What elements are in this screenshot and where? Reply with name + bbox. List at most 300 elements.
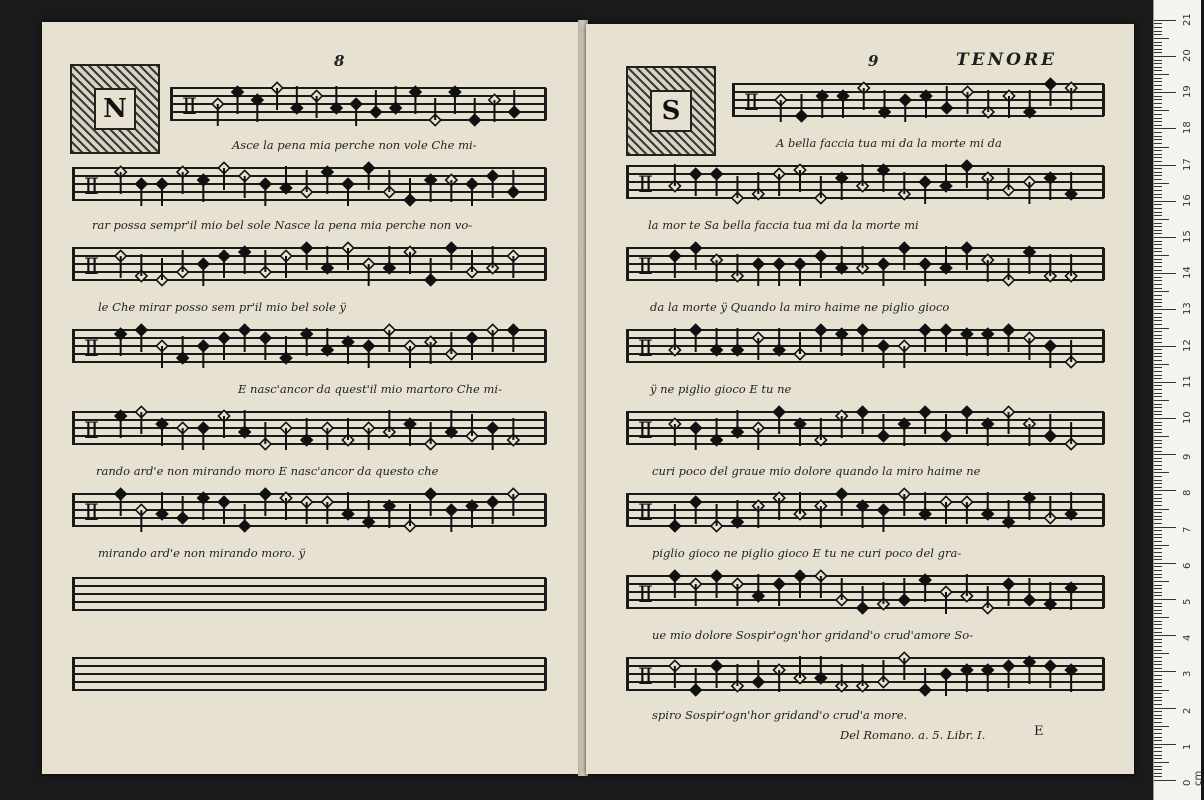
ruler-tick	[1154, 110, 1169, 111]
ruler-tick	[1154, 223, 1162, 224]
ruler-tick	[1154, 179, 1162, 180]
music-staff	[626, 240, 1104, 294]
lyric-line: rar possa sempr'il mio bel sole Nasce la pena mia perche non vo-	[92, 218, 473, 232]
ruler-tick	[1154, 436, 1169, 437]
ruler-tick	[1154, 404, 1162, 405]
barline	[544, 412, 547, 444]
music-staff	[72, 486, 546, 540]
ruler-tick	[1154, 476, 1162, 477]
clef-mark: Ⅱ	[744, 91, 759, 116]
ruler-number: 5	[1182, 598, 1193, 605]
clef-mark: Ⅱ	[638, 255, 653, 280]
ruler-number: 13	[1182, 302, 1193, 316]
ruler-tick	[1154, 121, 1162, 122]
ruler-number: 19	[1182, 85, 1193, 99]
ruler-tick	[1154, 262, 1162, 263]
ruler-tick	[1154, 114, 1162, 115]
ruler-tick	[1154, 541, 1162, 542]
barline	[72, 494, 75, 526]
ruler-tick	[1154, 270, 1162, 271]
ruler-tick	[1154, 154, 1162, 155]
barline	[72, 412, 75, 444]
ruler-tick	[1154, 574, 1162, 575]
ruler-tick	[1154, 143, 1162, 144]
ruler-tick	[1154, 70, 1162, 71]
ruler-tick	[1154, 566, 1162, 567]
ruler-tick	[1154, 342, 1162, 343]
ruler-tick	[1154, 212, 1162, 213]
ruler-tick	[1154, 443, 1162, 444]
ruler-tick	[1154, 617, 1169, 618]
ruler-tick	[1154, 31, 1162, 32]
ruler-number: 9	[1182, 453, 1193, 461]
ruler-tick	[1154, 237, 1176, 238]
lyric-line: E nasc'ancor da quest'il mio martoro Che mi-	[238, 382, 502, 396]
ruler-tick	[1154, 661, 1162, 662]
barline	[626, 412, 629, 444]
ruler-tick	[1154, 675, 1162, 676]
barline	[544, 658, 547, 690]
ruler-tick	[1154, 313, 1162, 314]
ruler-tick	[1154, 259, 1162, 260]
ruler-tick	[1154, 367, 1162, 368]
ruler-tick	[1154, 556, 1162, 557]
ruler-tick	[1154, 519, 1162, 520]
ruler-tick	[1154, 527, 1176, 528]
ruler-tick	[1154, 389, 1162, 390]
ruler-tick	[1154, 103, 1162, 104]
ruler-tick	[1154, 400, 1169, 401]
ruler-tick	[1154, 603, 1162, 604]
ruler-tick	[1154, 657, 1162, 658]
ruler-tick	[1154, 632, 1162, 633]
ruler-tick	[1154, 740, 1162, 741]
ruler-tick	[1154, 588, 1162, 589]
ruler-tick	[1154, 766, 1162, 767]
ruler-tick	[1154, 197, 1162, 198]
ruler-tick	[1154, 288, 1162, 289]
ruler-tick	[1154, 331, 1162, 332]
ruler-tick	[1154, 56, 1176, 57]
ruler-tick	[1154, 201, 1176, 202]
barline	[1102, 494, 1105, 526]
ruler-tick	[1154, 501, 1162, 502]
ruler-tick	[1154, 425, 1162, 426]
ruler-number: 6	[1182, 562, 1193, 569]
ruler-tick	[1154, 411, 1162, 412]
ruler-tick	[1154, 277, 1162, 278]
ruler-tick	[1154, 150, 1162, 151]
ruler-tick	[1154, 338, 1162, 339]
ruler-tick	[1154, 621, 1162, 622]
ruler-tick	[1154, 682, 1162, 683]
decorated-initial-n	[70, 64, 160, 154]
ruler-tick	[1154, 49, 1162, 50]
ruler-tick	[1154, 599, 1176, 600]
ruler-tick	[1154, 664, 1162, 665]
ruler-tick	[1154, 382, 1176, 383]
ruler-tick	[1154, 280, 1162, 281]
clef-mark: Ⅱ	[84, 255, 99, 280]
ruler-tick	[1154, 429, 1162, 430]
barline	[72, 168, 75, 200]
ruler-tick	[1154, 291, 1169, 292]
ruler-tick	[1154, 414, 1162, 415]
clef-mark: Ⅱ	[638, 337, 653, 362]
ruler-tick	[1154, 418, 1176, 419]
ruler-tick	[1154, 335, 1162, 336]
ruler-number: 10	[1182, 411, 1193, 424]
ruler-tick	[1154, 715, 1162, 716]
ruler-number: 7	[1182, 526, 1193, 533]
ruler-tick	[1154, 147, 1169, 148]
ruler-tick	[1154, 63, 1162, 64]
ruler-tick	[1154, 320, 1162, 321]
ruler-tick	[1154, 512, 1162, 513]
ruler-tick	[1154, 487, 1162, 488]
music-staff	[72, 240, 546, 294]
right-page-number: 9	[868, 52, 879, 70]
barline	[732, 84, 735, 116]
ruler-tick	[1154, 635, 1176, 636]
ruler-tick	[1154, 226, 1162, 227]
ruler-tick	[1154, 613, 1162, 614]
ruler-tick	[1154, 38, 1169, 39]
barline	[626, 248, 629, 280]
ruler-tick	[1154, 523, 1162, 524]
ruler-tick	[1154, 375, 1162, 376]
ruler-tick	[1154, 20, 1176, 21]
barline	[1102, 248, 1105, 280]
ruler-tick	[1154, 422, 1162, 423]
ruler-tick	[1154, 563, 1176, 564]
ruler-tick	[1154, 679, 1162, 680]
clef-mark: Ⅱ	[638, 501, 653, 526]
ruler-tick	[1154, 585, 1162, 586]
ruler-tick	[1154, 233, 1162, 234]
barline	[544, 248, 547, 280]
ruler-tick	[1154, 317, 1162, 318]
barline	[72, 578, 75, 610]
initial-letter: N	[94, 88, 136, 130]
ruler-tick	[1154, 534, 1162, 535]
ruler-number: 17	[1182, 157, 1193, 171]
barline	[1102, 658, 1105, 690]
music-staff	[626, 322, 1104, 376]
music-staff	[72, 322, 546, 376]
ruler-tick	[1154, 494, 1162, 495]
ruler-tick	[1154, 671, 1176, 672]
clef-mark: Ⅱ	[638, 419, 653, 444]
ruler-tick	[1154, 353, 1162, 354]
ruler-tick	[1154, 570, 1162, 571]
barline	[1102, 412, 1105, 444]
ruler-tick	[1154, 92, 1176, 93]
ruler-tick	[1154, 34, 1162, 35]
ruler-tick	[1154, 769, 1162, 770]
ruler-tick	[1154, 324, 1162, 325]
ruler-tick	[1154, 505, 1162, 506]
ruler-tick	[1154, 302, 1162, 303]
music-staff	[626, 404, 1104, 458]
ruler-tick	[1154, 284, 1162, 285]
ruler-tick	[1154, 139, 1162, 140]
ruler-number: 16	[1182, 194, 1193, 207]
ruler-tick	[1154, 295, 1162, 296]
ruler-tick	[1154, 480, 1162, 481]
initial-letter: S	[650, 90, 692, 132]
ruler-tick	[1154, 498, 1162, 499]
barline	[1102, 84, 1105, 116]
barline	[626, 494, 629, 526]
ruler-number: 20	[1182, 49, 1193, 62]
barline	[544, 330, 547, 362]
ruler-tick	[1154, 194, 1162, 195]
ruler-tick	[1154, 60, 1162, 61]
ruler-tick	[1154, 744, 1176, 745]
ruler-tick	[1154, 251, 1162, 252]
clef-mark: Ⅱ	[84, 501, 99, 526]
ruler-tick	[1154, 451, 1162, 452]
lyric-line: ue mio dolore Sospir'ogn'hor gridand'o crud'amore So-	[652, 628, 974, 642]
barline	[626, 166, 629, 198]
ruler-tick	[1154, 472, 1169, 473]
lyric-line: la mor te Sa bella faccia tua mi da la morte mi	[648, 218, 919, 232]
lyric-line: spiro Sospir'ogn'hor gridand'o crud'a more.	[652, 708, 908, 722]
signature-mark: E	[1034, 724, 1044, 739]
ruler-tick	[1154, 248, 1162, 249]
ruler-tick	[1154, 776, 1162, 777]
empty-staff	[72, 570, 546, 624]
ruler-tick	[1154, 722, 1162, 723]
ruler-tick	[1154, 718, 1162, 719]
lyric-line: rando ard'e non mirando moro E nasc'ancor da questo che	[96, 464, 439, 478]
ruler-tick	[1154, 639, 1162, 640]
ruler-tick	[1154, 74, 1169, 75]
lyric-line: Asce la pena mia perche non vole Che mi-	[232, 138, 477, 152]
ruler-tick	[1154, 624, 1162, 625]
ruler-tick	[1154, 45, 1162, 46]
barline	[170, 88, 173, 120]
lyric-line: A bella faccia tua mi da la morte mi da	[776, 136, 1002, 150]
ruler-tick	[1154, 346, 1176, 347]
ruler-tick	[1154, 552, 1162, 553]
ruler-tick	[1154, 67, 1162, 68]
barline	[72, 330, 75, 362]
clef-mark: Ⅱ	[638, 665, 653, 690]
ruler-tick	[1154, 610, 1162, 611]
ruler-tick	[1154, 465, 1162, 466]
ruler-number: 14	[1182, 266, 1193, 280]
music-staff	[732, 76, 1104, 130]
ruler-tick	[1154, 628, 1162, 629]
ruler-tick	[1154, 700, 1162, 701]
ruler-tick	[1154, 165, 1176, 166]
empty-staff	[72, 650, 546, 704]
ruler-tick	[1154, 490, 1176, 491]
music-staff	[626, 568, 1104, 622]
ruler-tick	[1154, 595, 1162, 596]
ruler-tick	[1154, 107, 1162, 108]
lyric-line: le Che mirar posso sem pr'il mio bel sole ÿ	[98, 300, 346, 314]
music-staff	[626, 650, 1104, 704]
ruler-tick	[1154, 530, 1162, 531]
ruler-tick	[1154, 128, 1176, 129]
clef-mark: Ⅱ	[638, 583, 653, 608]
ruler-tick	[1154, 737, 1162, 738]
ruler-tick	[1154, 299, 1162, 300]
ruler-tick	[1154, 78, 1162, 79]
ruler-tick	[1154, 172, 1162, 173]
barline	[626, 330, 629, 362]
ruler-tick	[1154, 751, 1162, 752]
ruler-tick	[1154, 726, 1169, 727]
ruler-tick	[1154, 204, 1162, 205]
ruler-tick	[1154, 577, 1162, 578]
ruler-tick	[1154, 183, 1169, 184]
ruler-tick	[1154, 704, 1162, 705]
ruler-tick	[1154, 241, 1162, 242]
barline	[72, 248, 75, 280]
ruler-tick	[1154, 697, 1162, 698]
ruler-tick	[1154, 758, 1162, 759]
ruler-tick	[1154, 545, 1169, 546]
ruler-tick	[1154, 537, 1162, 538]
ruler-tick	[1154, 23, 1162, 24]
ruler-tick	[1154, 653, 1169, 654]
music-staff	[170, 80, 546, 134]
ruler-tick	[1154, 244, 1162, 245]
ruler-tick	[1154, 642, 1162, 643]
lyric-line: da la morte ÿ Quando la miro haime ne piglio gioco	[650, 300, 950, 314]
clef-mark: Ⅱ	[84, 419, 99, 444]
ruler-tick	[1154, 219, 1169, 220]
music-staff	[626, 486, 1104, 540]
right-page	[586, 24, 1134, 774]
ruler-number: 18	[1182, 121, 1193, 135]
ruler-tick	[1154, 385, 1162, 386]
ruler-number: 3	[1182, 671, 1193, 678]
ruler-number: 8	[1182, 490, 1193, 497]
ruler-tick	[1154, 132, 1162, 133]
music-staff	[626, 158, 1104, 212]
ruler-tick	[1154, 371, 1162, 372]
ruler-tick	[1154, 559, 1162, 560]
ruler-tick	[1154, 125, 1162, 126]
ruler-tick	[1154, 81, 1162, 82]
measurement-ruler	[1153, 0, 1201, 800]
ruler-number: 11	[1182, 375, 1193, 388]
ruler-tick	[1154, 729, 1162, 730]
ruler-tick	[1154, 646, 1162, 647]
lyric-line: piglio gioco ne piglio gioco E tu ne curi poco del gra-	[652, 546, 962, 560]
ruler-tick	[1154, 708, 1176, 709]
barline	[544, 578, 547, 610]
barline	[544, 88, 547, 120]
ruler-tick	[1154, 42, 1162, 43]
ruler-tick	[1154, 606, 1162, 607]
ruler-tick	[1154, 407, 1162, 408]
ruler-tick	[1154, 306, 1162, 307]
ruler-tick	[1154, 85, 1162, 86]
ruler-tick	[1154, 773, 1162, 774]
ruler-number: 1	[1182, 743, 1193, 750]
ruler-tick	[1154, 755, 1162, 756]
ruler-unit-label: 0 cm	[1182, 770, 1204, 786]
ruler-tick	[1154, 230, 1162, 231]
left-page	[42, 22, 580, 774]
ruler-number: 4	[1182, 634, 1193, 642]
ruler-tick	[1154, 136, 1162, 137]
ruler-tick	[1154, 157, 1162, 158]
ruler-tick	[1154, 360, 1162, 361]
ruler-tick	[1154, 168, 1162, 169]
ruler-tick	[1154, 650, 1162, 651]
ruler-tick	[1154, 780, 1176, 781]
ruler-tick	[1154, 190, 1162, 191]
ruler-tick	[1154, 668, 1162, 669]
ruler-tick	[1154, 364, 1169, 365]
ruler-tick	[1154, 454, 1176, 455]
ruler-tick	[1154, 349, 1162, 350]
lyric-line: mirando ard'e non mirando moro. ÿ	[98, 546, 306, 560]
ruler-tick	[1154, 393, 1162, 394]
ruler-tick	[1154, 469, 1162, 470]
ruler-tick	[1154, 378, 1162, 379]
ruler-tick	[1154, 581, 1169, 582]
ruler-tick	[1154, 592, 1162, 593]
ruler-tick	[1154, 690, 1169, 691]
barline	[1102, 330, 1105, 362]
ruler-tick	[1154, 27, 1162, 28]
ruler-tick	[1154, 711, 1162, 712]
barline	[626, 658, 629, 690]
ruler-tick	[1154, 733, 1162, 734]
ruler-tick	[1154, 548, 1162, 549]
ruler-tick	[1154, 483, 1162, 484]
ruler-tick	[1154, 693, 1162, 694]
ruler-tick	[1154, 356, 1162, 357]
ruler-tick	[1154, 99, 1162, 100]
ruler-tick	[1154, 458, 1162, 459]
ruler-tick	[1154, 509, 1169, 510]
ruler-tick	[1154, 255, 1169, 256]
barline	[1102, 166, 1105, 198]
ruler-tick	[1154, 328, 1169, 329]
barline	[626, 576, 629, 608]
ruler-tick	[1154, 273, 1176, 274]
ruler-tick	[1154, 266, 1162, 267]
decorated-initial-s	[626, 66, 716, 156]
barline	[72, 658, 75, 690]
ruler-tick	[1154, 215, 1162, 216]
ruler-tick	[1154, 747, 1162, 748]
ruler-tick	[1154, 432, 1162, 433]
ruler-tick	[1154, 447, 1162, 448]
ruler-tick	[1154, 762, 1169, 763]
ruler-tick	[1154, 396, 1162, 397]
barline	[544, 168, 547, 200]
music-staff	[72, 160, 546, 214]
ruler-number: 15	[1182, 230, 1193, 243]
clef-mark: Ⅱ	[84, 175, 99, 200]
ruler-tick	[1154, 309, 1176, 310]
barline	[544, 494, 547, 526]
clef-mark: Ⅱ	[182, 95, 197, 120]
part-name-header: TENORE	[956, 50, 1058, 70]
ruler-tick	[1154, 52, 1162, 53]
ruler-tick	[1154, 89, 1162, 90]
